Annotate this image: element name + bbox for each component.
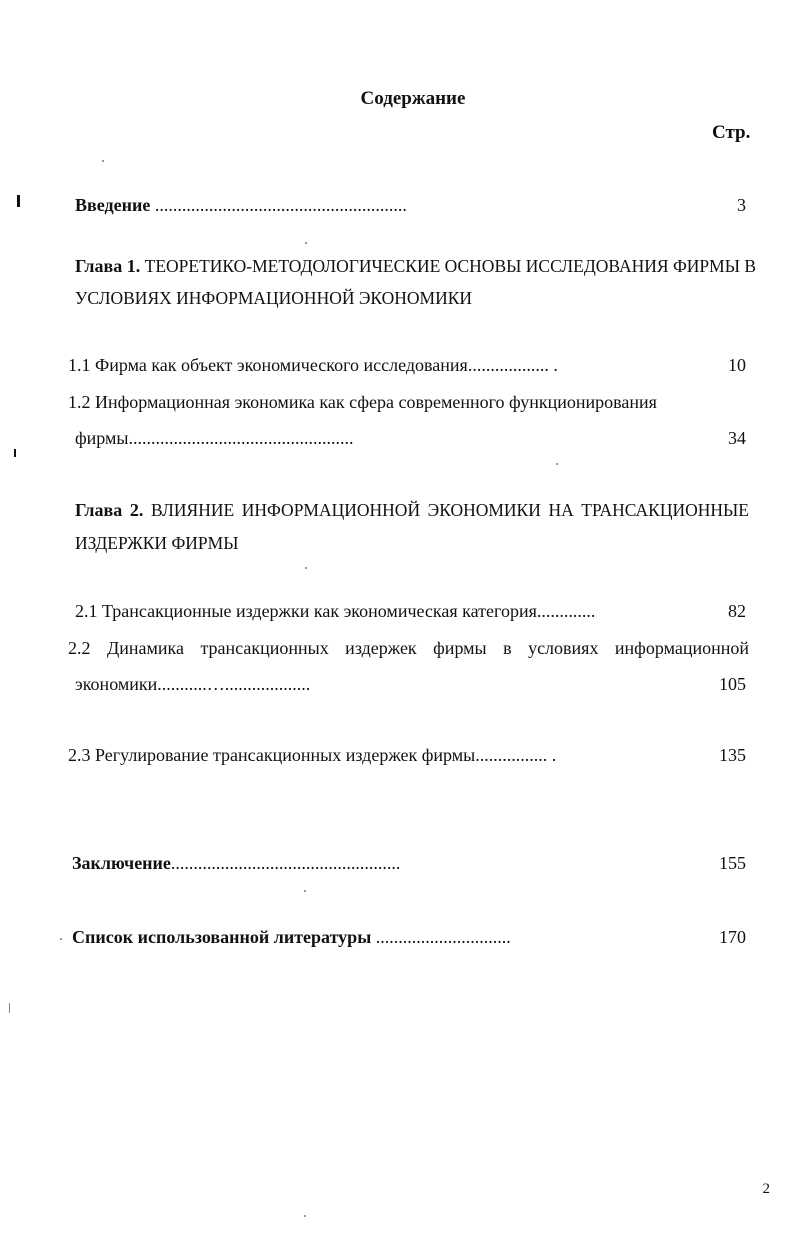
- toc-section-text: экономики: [75, 674, 158, 694]
- toc-entry-2-2-line1: 2.2 Динамика трансакционных издержек фирмы в условиях информационной: [68, 638, 749, 658]
- page-title: Содержание: [360, 88, 466, 109]
- toc-conclusion-page: 155: [719, 853, 746, 873]
- toc-2-1-page: 82: [728, 601, 746, 621]
- toc-section-text: 2.3 Регулирование трансакционных издержек фирмы: [68, 745, 476, 765]
- toc-entry-2-3: [68, 745, 556, 766]
- scan-speck: [556, 463, 558, 465]
- toc-section-text: 1.1 Фирма как объект экономического исследования: [68, 355, 468, 375]
- chapter-1-prefix: Глава 1.: [75, 256, 141, 276]
- toc-conclusion-label: Заключение: [72, 853, 171, 873]
- dot-leader: .................. .: [467, 355, 558, 375]
- scan-speck: [304, 890, 306, 892]
- toc-section-text: 2.1 Трансакционные издержки как экономическая категория: [75, 601, 537, 621]
- dot-leader: ...........…...................: [157, 674, 311, 694]
- toc-references-page: 170: [719, 927, 746, 947]
- page-number: 2: [762, 1181, 770, 1197]
- page-column-label: Стр.: [712, 122, 751, 143]
- scan-speck: [305, 567, 307, 569]
- scan-mark: [9, 1003, 10, 1013]
- scan-speck: [102, 160, 104, 162]
- toc-section-text: фирмы: [75, 428, 129, 448]
- toc-entry-1-1: [68, 355, 558, 376]
- dot-leader: ........................................................: [154, 195, 407, 215]
- toc-entry-references: [72, 927, 511, 948]
- dot-leader: ..................................................: [128, 428, 354, 448]
- toc-intro-page: 3: [737, 195, 746, 215]
- chapter-1-title-line2: УСЛОВИЯХ ИНФОРМАЦИОННОЙ ЭКОНОМИКИ: [75, 288, 473, 308]
- chapter-2-heading-line1: [75, 500, 749, 521]
- chapter-2-prefix: Глава 2.: [75, 500, 144, 520]
- chapter-1-heading-line1: [75, 256, 756, 277]
- toc-2-3-page: 135: [719, 745, 746, 765]
- dot-leader: ................ .: [475, 745, 557, 765]
- scan-mark: [14, 449, 16, 457]
- scan-speck: [60, 938, 62, 940]
- scan-speck: [304, 1215, 306, 1217]
- toc-entry-intro: [75, 195, 407, 216]
- toc-intro-label: Введение: [75, 195, 151, 215]
- scan-speck: [305, 242, 307, 244]
- chapter-1-title-line1: ТЕОРЕТИКО-МЕТОДОЛОГИЧЕСКИЕ ОСНОВЫ ИССЛЕДОВАНИЯ ФИРМЫ В: [144, 256, 757, 276]
- chapter-2-title-line2: ИЗДЕРЖКИ ФИРМЫ: [75, 533, 239, 553]
- toc-2-2-page: 105: [719, 674, 746, 694]
- dot-leader: ..............................: [375, 927, 511, 947]
- toc-entry-1-2-line2: [75, 428, 354, 449]
- toc-1-1-page: 10: [728, 355, 746, 375]
- toc-entry-conclusion: [72, 853, 400, 874]
- toc-entry-2-1: [75, 601, 595, 622]
- toc-entry-1-2-line1: 1.2 Информационная экономика как сфера современного функционирования: [68, 392, 657, 412]
- toc-1-2-page: 34: [728, 428, 746, 448]
- dot-leader: .............: [536, 601, 596, 621]
- dot-leader: ...................................................: [170, 853, 401, 873]
- scan-mark: [17, 195, 20, 207]
- toc-references-label: Список использованной литературы: [72, 927, 372, 947]
- chapter-2-title-line1: ВЛИЯНИЕ ИНФОРМАЦИОННОЙ ЭКОНОМИКИ НА ТРАНСАКЦИОННЫЕ: [151, 500, 749, 520]
- toc-entry-2-2-line2: [75, 674, 310, 695]
